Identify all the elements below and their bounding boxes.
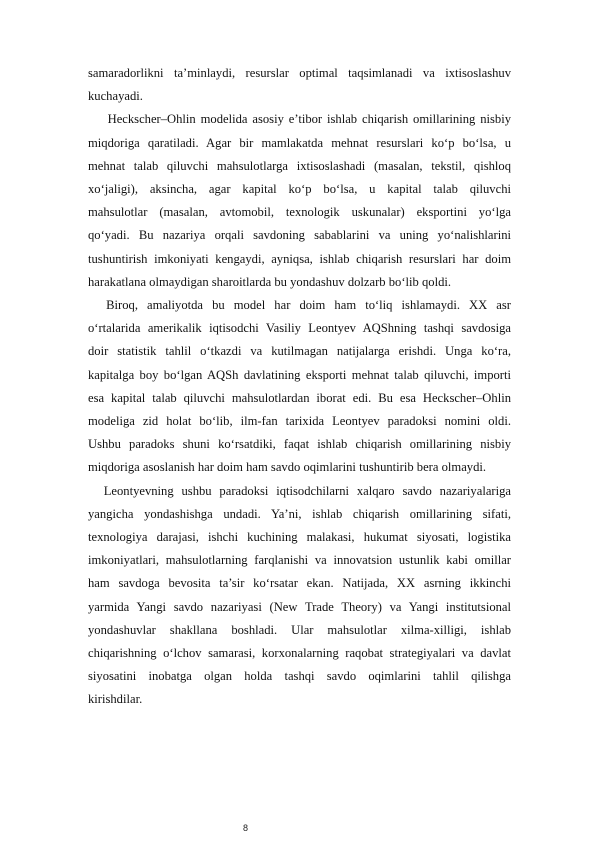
body-text (88, 62, 511, 712)
text-line: doir statistik tahlil o‘tkazdi va kutilmagan natijalarga erishdi. Unga ko‘ra, (88, 344, 511, 359)
text-line: modeliga zid holat bo‘lib, ilm-fan tarixida Leontyev paradoksi nomini oldi. (88, 414, 511, 429)
text-line: mahsulotlar (masalan, avtomobil, texnologik uskunalar) eksportini yo‘lga (88, 205, 511, 220)
text-line: harakatlana olmaydigan sharoitlarda bu yondashuv dolzarb bo‘lib qoldi. (88, 274, 452, 289)
text-line: Ushbu paradoks shuni ko‘rsatdiki, faqat ishlab chiqarish omillarining nisbiy (88, 437, 511, 452)
text-line: yondashuvlar shakllana boshladi. Ular mahsulotlar xilma-xilligi, ishlab (88, 622, 511, 637)
text-line: siyosatini inobatga olgan holda tashqi savdo oqimlarini tahlil qilishga (88, 669, 511, 684)
text-line: qo‘yadi. Bu nazariya orqali savdoning sabablarini va uning yo‘nalishlarini (88, 228, 511, 243)
text-line: texnologiya darajasi, ishchi kuchining malakasi, hukumat siyosati, logistika (88, 530, 511, 545)
text-line: samaradorlikni ta’minlaydi, resurslar optimal taqsimlanadi va ixtisoslashuv (88, 66, 511, 80)
text-line: miqdoriga qaratiladi. Agar bir mamlakatda mehnat resurslari ko‘p bo‘lsa, u (88, 135, 511, 150)
text-line: kapitalga boy bo‘lgan AQSh davlatining eksporti mehnat talab qiluvchi, importi (88, 367, 511, 382)
text-line: yangicha yondashishga undadi. Ya’ni, ishlab chiqarish omillarining sifati, (88, 506, 511, 521)
text-line: yarmida Yangi savdo nazariyasi (New Trade Theory) va Yangi institutsional (88, 599, 511, 614)
text-line: Leontyevning ushbu paradoksi iqtisodchilarni xalqaro savdo nazariyalariga (88, 483, 511, 498)
text-line: kirishdilar. (88, 692, 143, 707)
text-line: esa kapital talab qiluvchi mahsulotlardan iborat edi. Bu esa Heckscher–Ohlin (88, 390, 511, 405)
text-line: Biroq, amaliyotda bu model har doim ham to‘liq ishlamaydi. XX asr (88, 298, 511, 313)
text-line: Heckscher–Ohlin modelida asosiy e’tibor ishlab chiqarish omillarining nisbiy (88, 112, 511, 127)
text-line: tushuntirish imkoniyati kengaydi, ayniqsa, ishlab chiqarish resurslari har doim (88, 251, 511, 266)
paragraph-3 (88, 294, 511, 480)
text-line: chiqarishning o‘lchov samarasi, korxonalarning raqobat strategiyalari va davlat (88, 646, 511, 661)
text-line: ham savdoga bevosita ta’sir ko‘rsatar ekan. Natijada, XX asrning ikkinchi (88, 576, 511, 591)
paragraph-2 (88, 108, 511, 294)
text-line: miqdoriga asoslanish har doim ham savdo oqimlarini tushuntirib bera olmaydi. (88, 460, 487, 475)
paragraph-4 (88, 480, 511, 712)
text-line: mehnat talab qiluvchi mahsulotlarga ixtisoslashadi (masalan, tekstil, qishloq (88, 158, 511, 173)
paragraph-1 (88, 62, 511, 108)
text-line: imkoniyatlari, mahsulotlarning farqlanishi va innovatsion ustunlik kabi omillar (88, 553, 511, 568)
text-line: o‘rtalarida amerikalik iqtisodchi Vasiliy Leontyev AQShning tashqi savdosiga (88, 321, 511, 336)
text-line: kuchayadi. (88, 89, 143, 104)
page-number: 8 (243, 823, 249, 833)
text-line: xo‘jaligi), aksincha, agar kapital ko‘p bo‘lsa, u kapital talab qiluvchi (88, 182, 511, 197)
